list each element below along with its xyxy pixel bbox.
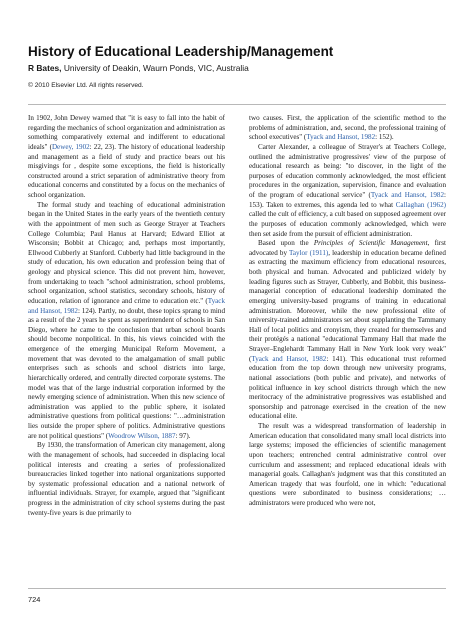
citation-link[interactable]: Woodrow Wilson, 1887 xyxy=(108,431,176,440)
header-divider xyxy=(28,104,446,105)
paragraph xyxy=(28,441,225,518)
text-run: two causes. First, the application of the scientific method to the problems of administration, and, second, the professional training of school executives" ( xyxy=(249,114,446,142)
paragraph xyxy=(249,422,446,509)
text-run: : 97). xyxy=(175,431,191,440)
citation-link[interactable]: Tyack and Hansot, 1982 xyxy=(251,354,327,363)
paragraph xyxy=(28,201,225,442)
right-column xyxy=(249,114,446,509)
left-column xyxy=(28,114,225,518)
page-number: 724 xyxy=(28,595,41,604)
article-header xyxy=(28,44,448,89)
text-run: : 153). Taken to extremes, this agenda led to what xyxy=(249,191,446,209)
citation-link[interactable]: Taylor (1911) xyxy=(289,248,329,257)
citation-link[interactable]: Tyack and Hansot, 1982 xyxy=(28,296,225,315)
paragraph xyxy=(28,114,225,201)
citation-link[interactable]: Tyack and Hansot, 1982 xyxy=(370,191,445,199)
text-run: In 1902, John Dewey warned that "it is easy to fall into the habit of regarding the mechanics of school organization and administration as something comparatively external and indifferent to educational ideals" ( xyxy=(28,114,225,151)
text-run: : 22, 23). The history of educational leadership and management as a field of study and practice bears out his misgivings for , despite some exceptions, the field is historically constructed around a strict separation of administrative theory from educational concerns and constituted by a focus on the mechanics of school organization. xyxy=(28,142,226,199)
text-run: : 152). xyxy=(375,133,394,142)
text-run: By 1930, the transformation of American city management, along with the management of schools, had succeeded in displacing local political interests and creating a series of professionalized bureaucracies linked together into national organizations supported by systematic professional education and a national network of influential individuals. Strayer, for example, argued that "significant progress in the administration of city school systems during the past twenty-five years is due primarily to xyxy=(28,441,225,517)
citation-link[interactable]: Dewey, 1902 xyxy=(51,142,90,151)
author-line xyxy=(28,63,448,73)
text-run: called the cult of efficiency, a cult based on supposed agreement over the purposes of education commonly acknowledged, which were then set aside from the pursuit of efficient administration. xyxy=(249,210,446,238)
text-run: : 124). Partly, no doubt, these topics sprang to mind as a result of the 2 years he spent as superintendent of schools in San Diego, where he came to the conclusion that urban school boards should become nonpolitical. In this, his views coincided with the emergence of the emerging Municipal Reform Movement, a movement that was devoted to the amalgamation of small public enterprises such as schools and school districts into large, hierarchically ordered, and centrally directed corporate systems. The model was that of the large industrial corporation informed by the newly emerging science of administration. When this new science of administration was applied to the public sphere, it isolated administrative questions from political questions: "…administration lies outside the proper sphere of politics. Administrative questions are not political questions" ( xyxy=(28,306,225,440)
text-run: Based upon the xyxy=(258,239,314,248)
text-run: The formal study and teaching of educational administration began in the United States in the early years of the twentieth century with the appointment of men such as George Strayer at Teachers College Columbia; Paul Hanus at Harvard; Edward Elliot at Wisconsin; Bobbit at Chicago; and, perhaps most importantly, Ellwood Cubberly at Stanford. Cubberly had little background in the study of education, his own education and profession being that of geology and physical science. This did not prevent him, however, from undertaking to teach "school administration, school problems, school organization, school statistics, secondary schools, history of education, relation of ignorance and crime to education etc." ( xyxy=(28,200,225,305)
paragraph xyxy=(249,114,446,143)
text-run: , leadership in education became defined as extracting the maximum efficiency from educational resources, both physical and human. Advocated and publicized widely by leading figures such as Strayer, Cubberly, and Bobbit, this business-managerial conception of educational leadership dominated the emerging university-based programs of training in educational administration. Moreover, while the new professional elite of university-trained administrators set about supplanting the Tammany Hall of local politics and cronyism, they created for themselves and their protégés a national "educational Tammany Hall that made the Strayer–Englehardt Tammany Hall in New York look very weak" ( xyxy=(249,248,446,363)
text-run: Carter Alexander, a colleague of Strayer's at Teachers College, outlined the administrative progressives' view of the purpose of educational research as being: "to discover, in the light of the purposes of education commonly acknowledged, the most efficient procedures in the organization, supervision, finance and evaluation of the program of educational service" ( xyxy=(249,142,446,199)
text-run: , first advocated by xyxy=(249,239,446,257)
text-run: : 141). This educational trust reformed education from the top down through new university programs, national associations (both public and private), and networks of political influence in key school districts through which the new meritocracy of the administrative progressives was established and sponsorship and patronage exercised in the creation of the new educational elite. xyxy=(249,354,446,421)
citation-link[interactable]: Callaghan (1962) xyxy=(395,200,446,209)
citation-link[interactable]: Tyack and Hansot, 1982 xyxy=(306,133,376,142)
italic-title: Principles of Scientific Management xyxy=(313,239,428,248)
author-name: R Bates, xyxy=(28,63,62,73)
article-title: History of Educational Leadership/Management xyxy=(28,44,334,59)
author-affiliation: University of Deakin, Waurn Ponds, VIC, Australia xyxy=(63,63,249,73)
text-run: The result was a widespread transformation of leadership in American education that consolidated many small local districts into large systems; imposed the efficiencies of scientific management upon teachers; entrenched central administrative control over curriculum and assessment; and replaced educational ideals with managerial goals. Callaghan's judgment was that this constituted an American tragedy that was fourfold, one in which: "educational questions were subordinated to business considerations; … administrators were produced who were not, xyxy=(249,422,446,507)
paragraph xyxy=(249,239,446,422)
paragraph xyxy=(249,143,446,239)
copyright-notice: © 2010 Elsevier Ltd. All rights reserved. xyxy=(28,82,144,89)
footer-divider xyxy=(28,588,446,589)
